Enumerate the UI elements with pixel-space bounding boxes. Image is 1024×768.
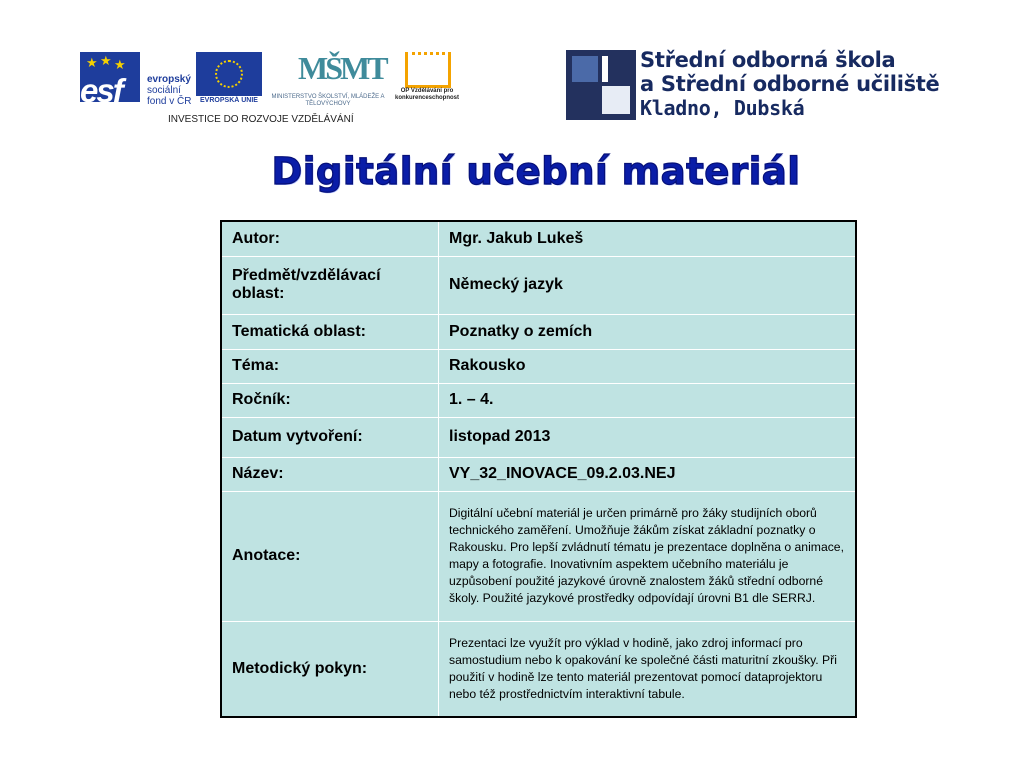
table-row (221, 491, 856, 621)
row-label: Metodický pokyn: (221, 621, 439, 717)
eu-label: EVROPSKÁ UNIE (200, 97, 258, 104)
school-name-line: Kladno, Dubská (640, 96, 805, 120)
esf-caption-line: evropský (147, 74, 191, 85)
funding-logos-banner (68, 44, 472, 128)
table-row (221, 314, 856, 349)
esf-caption-line: sociální (147, 85, 181, 96)
table-row (221, 221, 856, 256)
row-label: Autor: (221, 221, 439, 256)
esf-caption (147, 74, 191, 107)
row-value: listopad 2013 (439, 417, 857, 457)
esf-caption-line: fond v ČR (147, 96, 192, 107)
esf-wordmark: esf (80, 72, 122, 109)
row-value: Poznatky o zemích (439, 314, 857, 349)
star-icon: ★ (86, 55, 98, 70)
row-label: Datum vytvoření: (221, 417, 439, 457)
table-row (221, 349, 856, 383)
school-logo (566, 50, 636, 120)
row-label: Ročník: (221, 383, 439, 417)
row-label: Tematická oblast: (221, 314, 439, 349)
table-row (221, 457, 856, 491)
row-value: 1. – 4. (439, 383, 857, 417)
star-icon: ★ (114, 57, 126, 72)
op-caption: OP Vzdělávání pro konkurenceschopnost (394, 88, 459, 101)
investice-slogan: INVESTICE DO ROZVOJE VZDĚLÁVÁNÍ (168, 114, 354, 125)
row-label: Téma: (221, 349, 439, 383)
msmt-logo: MŠMT (298, 50, 386, 86)
table-row (221, 417, 856, 457)
row-value: Rakousko (439, 349, 857, 383)
page-title: Digitální učební materiál (271, 150, 801, 193)
row-value: VY_32_INOVACE_09.2.03.NEJ (439, 457, 857, 491)
op-logo (405, 52, 451, 88)
row-value: Prezentaci lze využít pro výklad v hodině, jako zdroj informací pro samostudium nebo k opakování ke společné části maturitní zkoušky. Při použití v hodině lze tento materiál prezentovat pomocí dataprojektoru nebo též prostřednictvím interaktivní tabule. (439, 621, 857, 717)
school-name-line: Střední odborná škola (640, 48, 896, 72)
table-row (221, 256, 856, 314)
row-label: Název: (221, 457, 439, 491)
material-info-table (220, 220, 857, 718)
row-value: Digitální učební materiál je určen primárně pro žáky studijních oborů technického zaměření. Umožňuje žákům získat základní poznatky o Rakousku. Pro lepší zvládnutí tématu je prezentace doplněna o animace, mapy a fotografie. Inovativním aspektem učebního materiálu je uzpůsobení použité jazykové úrovně znalostem žáků střední odborné školy. Použité jazykové prostředky odpovídají úrovni B1 dle SERRJ. (439, 491, 857, 621)
school-name (640, 48, 940, 120)
star-icon: ★ (100, 53, 112, 68)
msmt-caption: MINISTERSTVO ŠKOLSTVÍ, MLÁDEŽE A TĚLOVÝCHOVY (271, 94, 385, 107)
row-value: Mgr. Jakub Lukeš (439, 221, 857, 256)
row-label: Předmět/vzdělávací oblast: (221, 256, 439, 314)
school-name-line: a Střední odborné učiliště (640, 72, 940, 96)
table-row (221, 383, 856, 417)
row-label: Anotace: (221, 491, 439, 621)
row-value: Německý jazyk (439, 256, 857, 314)
eu-flag-logo (196, 52, 262, 96)
table-row (221, 621, 856, 717)
